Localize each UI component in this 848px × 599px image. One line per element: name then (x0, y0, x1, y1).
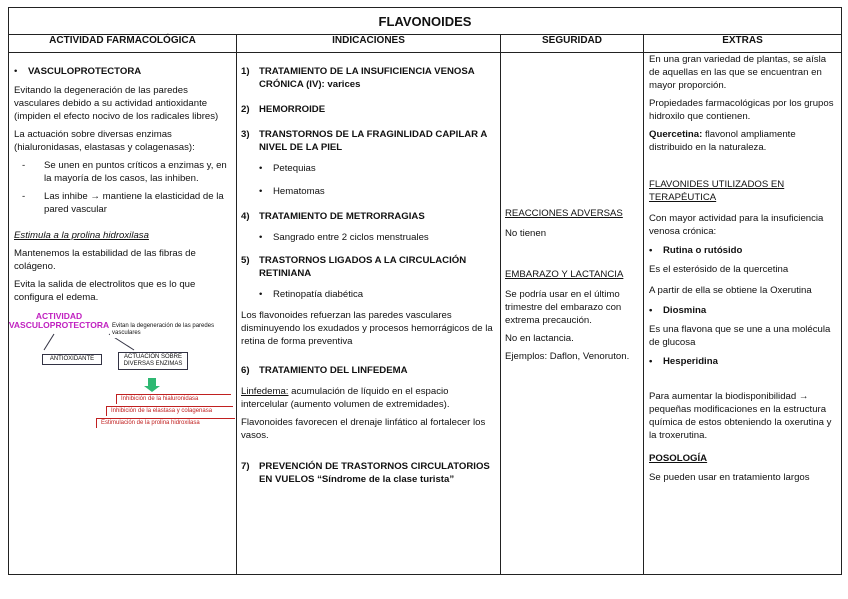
extras-para-4: Es el esterósido de la quercetina (649, 264, 789, 275)
diagram-bar-1: Inhibición de la hialuronidasa (116, 394, 231, 404)
posologia-heading: POSOLOGÍA (649, 453, 708, 464)
vasculoprotectora-title: VASCULOPROTECTORA (28, 66, 142, 77)
reacciones-text: No tienen (505, 228, 547, 239)
header-actividad: ACTIVIDAD FARMACOLÓGICA (9, 35, 237, 53)
indicacion-3b: • Hematomas (259, 186, 325, 197)
hesperidina-item: • Hesperidina (649, 356, 718, 367)
linfedema-para-2: Flavonoides favorecen el drenaje linfático al fortalecer los vasos. (241, 417, 486, 441)
ejemplos-text: Ejemplos: Daflon, Venoruton. (505, 351, 630, 362)
indicacion-5: 5) TRASTORNOS LIGADOS A LA CIRCULACIÓN RETINIANA (241, 255, 467, 279)
extras-para-5: A partir de ella se obtiene la Oxerutina (649, 285, 812, 296)
indicacion-4a: • Sangrado entre 2 ciclos menstruales (259, 232, 429, 243)
extras-para-7: Para aumentar la biodisponibilidad → pequeñas modificaciones en la estructura química de estos obteniendo la oxerutina y la troxerutina. (649, 391, 832, 441)
actividad-para-3: Mantenemos la estabilidad de las fibras de colágeno. (14, 248, 196, 272)
posologia-text: Se pueden usar en tratamiento largos (649, 472, 810, 483)
diagram-bar-2: Inhibición de la elastasa y colagenasa (106, 406, 233, 416)
diagram-box-antioxidante: ANTIOXIDANTE (42, 354, 102, 365)
table-title: FLAVONOIDES (9, 8, 842, 35)
indicacion-5-para: Los flavonoides refuerzan las paredes vasculares disminuyendo los exudados y procesos hemorrágicos de la retina de forma preventiva (241, 310, 493, 347)
diagram-note: Evitan la degeneración de las paredes vasculares (110, 322, 218, 338)
indicacion-4: 4) TRATAMIENTO DE METRORRAGIAS (241, 211, 425, 222)
diosmina-item: • Diosmina (649, 305, 707, 316)
reacciones-heading: REACCIONES ADVERSAS (505, 208, 623, 219)
header-indicaciones: INDICACIONES (237, 35, 501, 53)
extras-para-6: Es una flavona que se une a una molécula de glucosa (649, 324, 831, 348)
actividad-cell (9, 53, 237, 575)
terapeutica-heading: FLAVONIDES UTILIZADOS EN TERAPÉUTICA (649, 179, 785, 203)
vasculoprotectora-diagram (8, 311, 232, 442)
dash-item-1: - Se unen en puntos críticos a enzimas y, en la mayoría de los casos, las inhiben. (22, 160, 227, 184)
actividad-para-1: Evitando la degeneración de las paredes vasculares debido a su actividad antioxidante (impiden el efecto nocivo de los radicales libres) (14, 85, 219, 122)
header-seguridad: SEGURIDAD (501, 35, 644, 53)
flavonoides-table (8, 7, 842, 575)
indicacion-5a: • Retinopatía diabética (259, 289, 364, 300)
actividad-para-2: La actuación sobre diversas enzimas (hialuronidasas, elastasas y colagenasas): (14, 129, 195, 153)
actividad-para-4: Evita la salida de electrolitos que es lo que configura el edema. (14, 279, 196, 303)
indicacion-6: 6) TRATAMIENTO DEL LINFEDEMA (241, 365, 408, 376)
prolina-heading: Estimula a la prolina hidroxilasa (14, 230, 149, 241)
indicacion-1: 1) TRATAMIENTO DE LA INSUFICIENCIA VENOSA CRÓNICA (IV): varices (241, 66, 475, 90)
vasculoprotectora-item: • VASCULOPROTECTORA (14, 66, 142, 77)
extras-para-1: En una gran variedad de plantas, se aísla de aquellas en las que se encuentran en mayor proporción. (649, 54, 827, 91)
linfedema-para: Linfedema: acumulación de líquido en el espacio intercelular (aumento volumen de extremidades). (241, 386, 450, 410)
quercetina-para: Quercetina: flavonol ampliamente distribuido en la naturaleza. (649, 129, 796, 153)
dash-item-2: - Las inhibe → mantiene la elasticidad de la pared vascular (22, 191, 224, 215)
diagram-bar-3: Estimulación de la prolina hidroxilasa (96, 418, 235, 428)
header-extras: EXTRAS (644, 35, 842, 53)
extras-para-3: Con mayor actividad para la insuficiencia venosa crónica: (649, 213, 824, 237)
indicaciones-cell (237, 53, 501, 575)
seguridad-cell (501, 53, 644, 575)
extras-cell (644, 53, 842, 575)
diagram-title: ACTIVIDAD VASCULOPROTECTORA (8, 311, 110, 330)
diagram-box-enzimas: ACTUACIÓN SOBRE DIVERSAS ENZIMAS (118, 352, 188, 370)
indicacion-7: 7) PREVENCIÓN DE TRASTORNOS CIRCULATORIOS EN VUELOS “Síndrome de la clase turista” (241, 461, 490, 485)
embarazo-heading: EMBARAZO Y LACTANCIA (505, 269, 624, 280)
rutina-item: • Rutina o rutósido (649, 245, 743, 256)
embarazo-text: Se podría usar en el último trimestre del embarazo con extrema precaución. (505, 289, 622, 326)
indicacion-3a: • Petequias (259, 163, 316, 174)
indicacion-2: 2) HEMORROIDE (241, 104, 326, 115)
lactancia-text: No en lactancia. (505, 333, 574, 344)
extras-para-2: Propiedades farmacológicas por los grupos hidroxilo que contienen. (649, 98, 834, 122)
indicacion-3: 3) TRANSTORNOS DE LA FRAGINLIDAD CAPILAR A NIVEL DE LA PIEL (241, 129, 487, 153)
